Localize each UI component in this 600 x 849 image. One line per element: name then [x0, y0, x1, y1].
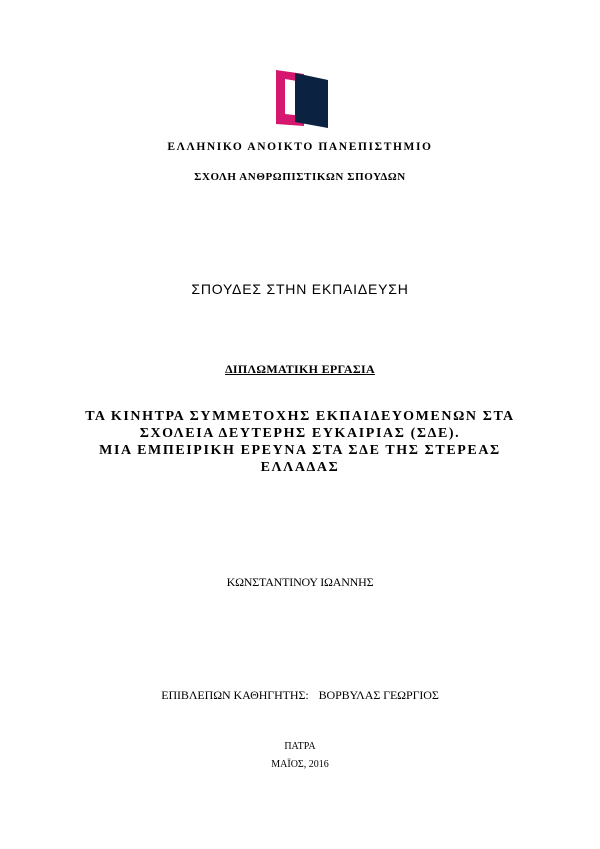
title-line: ΕΛΛΑΔΑΣ: [260, 460, 340, 475]
title-line: ΤΑ ΚΙΝΗΤΡΑ ΣΥΜΜΕΤΟΧΗΣ ΕΚΠΑΙΔΕΥΟΜΕΝΩΝ ΣΤΑ: [85, 409, 515, 424]
supervisor-line: [0, 688, 600, 703]
university-name: ΕΛΛΗΝΙΚΟ ΑΝΟΙΚΤΟ ΠΑΝΕΠΙΣΤΗΜΙΟ: [167, 141, 433, 153]
title-line: ΣΧΟΛΕΙΑ ΔΕΥΤΕΡΗΣ ΕΥΚΑΙΡΙΑΣ (ΣΔΕ).: [139, 426, 461, 441]
school-name: ΣΧΟΛΗ ΑΝΘΡΩΠΙΣΤΙΚΩΝ ΣΠΟΥΔΩΝ: [194, 171, 406, 183]
title-line: ΜΙΑ ΕΜΠΕΙΡΙΚΗ ΕΡΕΥΝΑ ΣΤΑ ΣΔΕ ΤΗΣ ΣΤΕΡΕΑΣ: [99, 443, 501, 458]
date: ΜΑΪΟΣ, 2016: [271, 759, 329, 770]
university-logo: [276, 70, 328, 128]
supervisor-label: ΕΠΙΒΛΕΠΩΝ ΚΑΘΗΓΗΤΗΣ:: [161, 688, 309, 702]
eap-logo-icon: [276, 70, 328, 128]
author-name: ΚΩΝΣΤΑΝΤΙΝΟΥ ΙΩΑΝΝΗΣ: [226, 575, 374, 589]
place: ΠΑΤΡΑ: [284, 741, 316, 752]
thesis-title: [60, 408, 540, 476]
thesis-type: ΔΙΠΛΩΜΑΤΙΚΗ ΕΡΓΑΣΙΑ: [225, 362, 375, 376]
supervisor-name: ΒΟΡΒΥΛΑΣ ΓΕΩΡΓΙΟΣ: [318, 688, 439, 702]
program-name: ΣΠΟΥΔΕΣ ΣΤΗΝ ΕΚΠΑΙΔΕΥΣΗ: [191, 281, 409, 297]
